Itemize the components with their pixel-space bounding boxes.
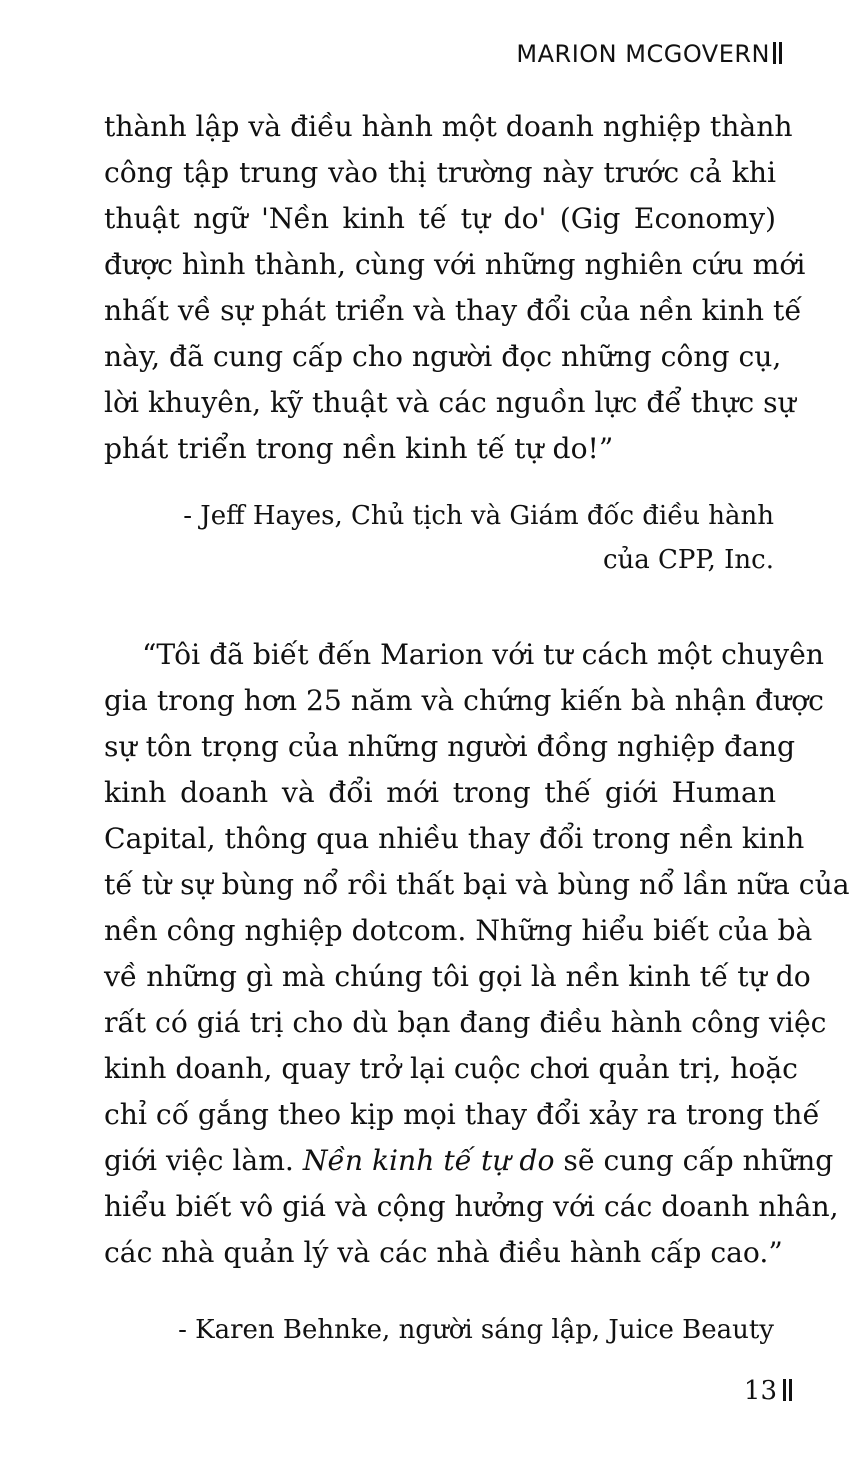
text-line: nền công nghiệp dotcom. Những hiểu biết của bà [104,914,813,947]
text-line: về những gì mà chúng tôi gọi là nền kinh tế tự do [104,960,811,993]
text-line: hiểu biết vô giá và cộng hưởng với các doanh nhân, [104,1190,839,1223]
running-header [516,40,782,68]
text-segment: sẽ cung cấp những [554,1144,834,1177]
text-line [104,1138,834,1184]
page-number [744,1376,792,1406]
header-double-rule [773,42,776,64]
page-number-value: 13 [743,1376,777,1406]
book-title-italic: Nền kinh tế tự do [302,1144,555,1177]
attribution-line: - Karen Behnke, người sáng lập, Juice Beauty [178,1315,774,1345]
text-line: kinh doanh, quay trở lại cuộc chơi quản trị, hoặc [104,1052,798,1085]
text-line: phát triển trong nền kinh tế tự do!” [104,432,614,465]
header-double-rule [779,42,782,64]
text-line: lời khuyên, kỹ thuật và các nguồn lực để thực sự [104,386,796,419]
text-line: nhất về sự phát triển và thay đổi của nền kinh tế [104,294,802,327]
text-line: thuật ngữ 'Nền kinh tế tự do' (Gig Economy) [104,202,776,235]
text-line: gia trong hơn 25 năm và chứng kiến bà nhận được [104,684,824,717]
attribution-line: - Jeff Hayes, Chủ tịch và Giám đốc điều hành [183,501,774,531]
text-line: sự tôn trọng của những người đồng nghiệp đang [104,730,796,763]
text-line: này, đã cung cấp cho người đọc những công cụ, [104,340,782,373]
attribution-jeff-hayes [154,494,774,582]
text-line: công tập trung vào thị trường này trước cả khi [104,156,776,189]
quote-karen-behnke [104,632,850,1276]
running-title: MARION MCGOVERN [516,40,770,68]
text-line: rất có giá trị cho dù bạn đang điều hành công việc [104,1006,827,1039]
attribution-line: của CPP, Inc. [602,545,774,575]
text-line: kinh doanh và đổi mới trong thế giới Human [104,776,776,809]
text-line: được hình thành, cùng với những nghiên cứu mới [104,248,806,281]
footer-double-rule [789,1379,792,1401]
footer-double-rule [783,1379,786,1401]
attribution-karen-behnke [154,1308,774,1352]
quote-jeff-hayes [104,104,806,472]
text-line: thành lập và điều hành một doanh nghiệp thành [104,110,793,143]
text-line: tế từ sự bùng nổ rồi thất bại và bùng nổ lần nữa của [104,868,850,901]
text-line: Capital, thông qua nhiều thay đổi trong nền kinh [104,822,805,855]
text-line: “Tôi đã biết đến Marion với tư cách một chuyên [142,638,824,671]
text-segment: giới việc làm. [104,1144,303,1177]
text-line: chỉ cố gắng theo kịp mọi thay đổi xảy ra trong thế [104,1098,820,1131]
text-line: các nhà quản lý và các nhà điều hành cấp cao.” [104,1236,783,1269]
